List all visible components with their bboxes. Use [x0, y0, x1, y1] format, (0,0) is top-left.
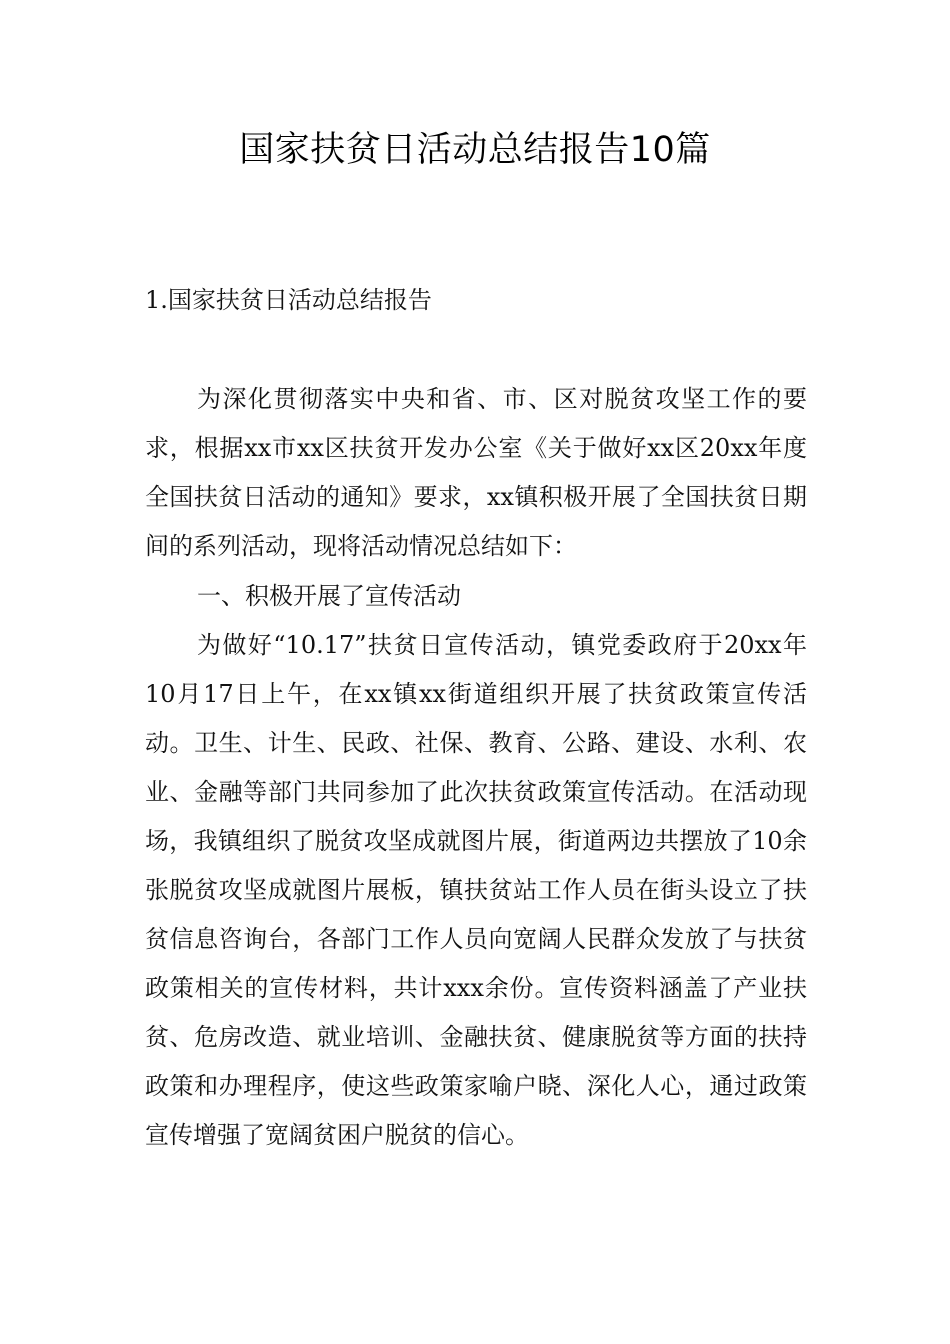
- body-paragraph-intro: 为深化贯彻落实中央和省、市、区对脱贫攻坚工作的要求，根据xx市xx区扶贫开发办公室《关于做好xx区20xx年度全国扶贫日活动的通知》要求，xx镇积极开展了全国扶贫日期间的系列活动，现将活动情况总结如下：: [145, 385, 807, 560]
- sub-heading-publicity: 一、积极开展了宣传活动: [197, 582, 461, 610]
- section-heading: 1.国家扶贫日活动总结报告: [145, 286, 432, 314]
- document-title: 国家扶贫日活动总结报告10篇: [239, 130, 711, 170]
- body-paragraph-publicity: 为做好“10.17”扶贫日宣传活动，镇党委政府于20xx年10月17日上午，在xx镇xx街道组织开展了扶贫政策宣传活动。卫生、计生、民政、社保、教育、公路、建设、水利、农业、金融等部门共同参加了此次扶贫政策宣传活动。在活动现场，我镇组织了脱贫攻坚成就图片展，街道两边共摆放了10余张脱贫攻坚成就图片展板，镇扶贫站工作人员在街头设立了扶贫信息咨询台，各部门工作人员向宽阔人民群众发放了与扶贫政策相关的宣传材料，共计xxx余份。宣传资料涵盖了产业扶贫、危房改造、就业培训、金融扶贫、健康脱贫等方面的扶持政策和办理程序，使这些政策家喻户晓、深化人心，通过政策宣传增强了宽阔贫困户脱贫的信心。: [145, 631, 807, 1149]
